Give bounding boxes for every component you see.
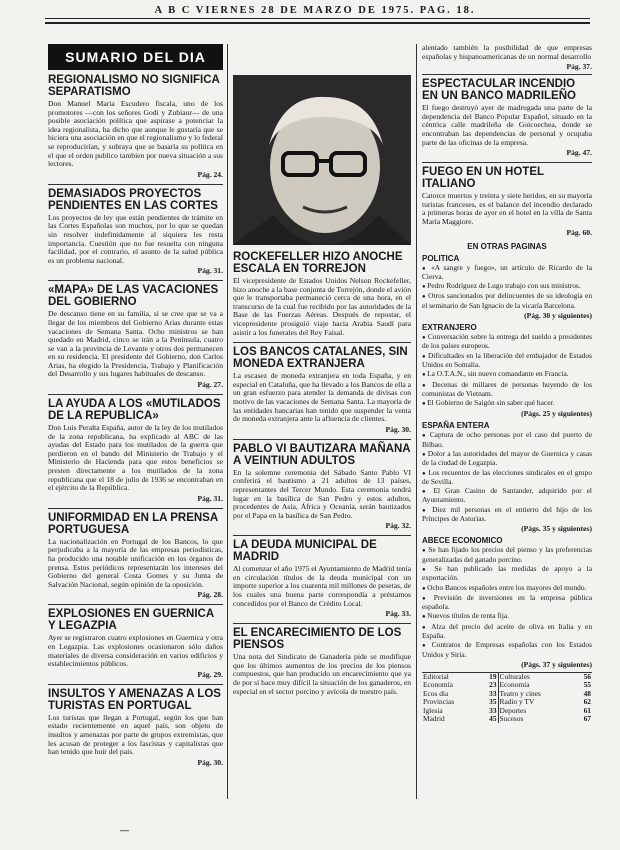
page-ref: Pág. 31. xyxy=(197,493,223,503)
bullet-item: ● Conversación sobre la entrega del sueldo a presidentes de los países europeos. xyxy=(422,333,592,351)
article-body: Catorce muertos y treinta y siete heridos, en su mayoría turistas franceses, es el balance del incendio declarado a primeras horas de ayer en el hotel en la villa de Santa María Maggiore. xyxy=(422,191,592,226)
page-ref: Pág. 47. xyxy=(566,148,592,158)
column-divider-1 xyxy=(227,44,228,799)
page-ref: (Págs. 35 y siguientes) xyxy=(521,524,592,534)
article-headline: LA DEUDA MUNICIPAL DE MADRID xyxy=(233,539,377,564)
article xyxy=(48,188,223,276)
bullet-item: ● Previsión de inversiones en la empresa pública española. xyxy=(422,594,592,612)
section-index xyxy=(422,672,592,723)
article xyxy=(48,608,223,678)
section-label: EXTRANJERO xyxy=(422,323,477,333)
page-ref: Pág. 24. xyxy=(197,169,223,179)
index-cell: 62 xyxy=(583,697,591,707)
article xyxy=(48,284,223,389)
separator xyxy=(48,684,223,685)
index-cell: 55 xyxy=(583,680,591,690)
article-list-left xyxy=(48,74,223,767)
separator xyxy=(48,280,223,281)
other-pages-title: EN OTRAS PAGINAS xyxy=(467,241,547,251)
article-headline: UNIFORMIDAD EN LA PRENSA PORTUGUESA xyxy=(48,511,218,536)
summary-banner: SUMARIO DEL DIA xyxy=(48,44,223,70)
portrait-photo xyxy=(233,75,411,245)
article xyxy=(233,443,411,531)
section-label: POLITICA xyxy=(422,253,460,263)
index-cell: 33 xyxy=(489,705,497,715)
bullet-item: ● Contratos de Empresas españolas con los Estados Unidos y Siria. xyxy=(422,641,592,659)
index-row xyxy=(422,715,592,723)
bullet-item: ● Los recuentos de las elecciones sindicales en el grupo de Sevilla. xyxy=(422,469,592,487)
column-middle xyxy=(233,75,411,701)
separator xyxy=(233,535,411,536)
section-label: ESPAÑA ENTERA xyxy=(422,421,490,431)
article-body: La nacionalización en Portugal de los Bancos, lo que perjudicaba a la mayoría de las empresas periodísticas, ha producido una notable unificación en los órganos de prensa. Estos periódicos representarán los intereses del Gobierno del general Costa Gomes y su Junta de Salvación Nacional, según opinión de la oposición. xyxy=(48,536,223,589)
bullet-item: ● Nuevos títulos de renta fija. xyxy=(422,612,592,621)
article-body: Don Manuel María Escudero fiscala, uno de los promotores —con los señores Godi y Zubiaur— de una posible asociación política que aspirase a potenciar la idea regionalista, ha dicho que aunque le gustaría que se hiciera una asociación en que el regionalismo y lo federal se reproducirían, y subraya que se basaría su política en el que el orden publico tambien por nueva situación a sus lectores. xyxy=(48,99,223,169)
article-headline: LA AYUDA A LOS «MUTILADOS DE LA REPUBLICA» xyxy=(48,398,221,423)
article-body: Los turistas que llegan a Portugal, según los que han estado recientemente en aquel país, son objeto de insultos y amenazas por parte de grupos extremistas, que les acusan de proteger a los fascistas y capitalistas que han tenido que huir del país. xyxy=(48,712,223,757)
page-ref: Pág. 37. xyxy=(566,62,592,72)
bullet-item: ● Pedro Rodríguez de Lugo trabajo con sus ministros. xyxy=(422,282,592,291)
index-cell: 45 xyxy=(489,713,497,723)
index-cell: Teatro y cines xyxy=(498,690,575,698)
page-ref: (Págs. 25 y siguientes) xyxy=(521,409,592,419)
column-left xyxy=(48,44,223,772)
index-cell: Economía xyxy=(498,681,575,689)
bullet-item: ● «A sangre y fuego», un artículo de Ricardo de la Cierva. xyxy=(422,264,592,282)
bullet-item: ● La O.T.A.N., sin nuevo comandante en Francia. xyxy=(422,370,592,379)
article-headline: FUEGO EN UN HOTEL ITALIANO xyxy=(422,166,544,191)
footer-mark: — xyxy=(120,825,129,835)
bullet-item: ● Dificultades en la liberación del embajador de Estados Unidos en Somalia. xyxy=(422,352,592,370)
bullet-item: ● Ocho Bancos españoles entre los mayores del mundo. xyxy=(422,584,592,593)
article-body: Los proyectos de ley que están pendientes de trámite en las Cortes Españolas son muchos, por lo que se quedan sin resolver indefinidamente al siquiera les resta importancia. Cuestión que no fue resuelta con ninguna facilidad, por el contrario, el asunto de la salud pública es un problema nacional. xyxy=(48,212,223,265)
index-cell: 67 xyxy=(583,713,591,723)
index-cell: Editorial xyxy=(423,671,449,681)
index-cell: 56 xyxy=(583,671,591,681)
page-ref: Pág. 30. xyxy=(385,424,411,434)
index-cell: Economía xyxy=(423,680,453,690)
article-headline: INSULTOS Y AMENAZAS A LOS TURISTAS EN PORTUGAL xyxy=(48,687,221,712)
header-rule xyxy=(45,18,590,19)
article xyxy=(422,166,592,236)
index-cell: 23 xyxy=(489,680,497,690)
header-rule-thick xyxy=(45,22,590,24)
index-cell: Iglesia xyxy=(423,705,443,715)
article-body: De descanso tiene en su familia, si se cree que se va a llegar de los miembros del Gobierno Arias durante estas vacaciones de Semana Santa. Ocho ministros se han quedado en Madrid, cinco se irán a la Península, cuatro se van a la provincia de Levante y otros dos permanecen en su residencia. El presidente del Gobierno, don Carlos Arias, ha elegido la Presidencia, Trabajo y Planificación del Desarrollo y sus lugares habituales de descanso. xyxy=(48,309,223,379)
page-ref: Pág. 30. xyxy=(197,757,223,767)
index-cell: Provincias xyxy=(423,697,455,707)
article-body: La escasez de moneda extranjera en toda España, y en especial en Cataluña, que ha llevado a los Bancos de ella a un gran esfuerzo para atender la demanda de divisas con motivo de las vacaciones de Semana Santa. La mayoría de las entidades bancarias han tenido que suspender la venta de moneda extranjera ante la afluencia de clientes. xyxy=(233,371,411,424)
article-body: En la solemne ceremonia del Sábado Santo Pablo VI conferirá el bautismo a 21 adultos de 13 países, representantes del Tercer Mundo. Esta ceremonia tendrá lugar en la basílica de San Pedro y estos adultos, procedentes de Asia, África y Oceanía, serán bautizados por el Papa en la basílica de San Pedro. xyxy=(233,467,411,520)
article xyxy=(48,74,223,179)
page-ref: Pág. 33. xyxy=(385,609,411,619)
bullet-item: ● Otros sancionados por delincuentes de su ideología en el seminario de San Ignacio de la vicaría Barcelona. xyxy=(422,292,592,310)
bullet-item: ● Alza del precio del aceite de oliva en Italia y en España. xyxy=(422,623,592,641)
page-ref: Pág. 27. xyxy=(197,380,223,390)
article-list-middle xyxy=(233,251,411,696)
page-ref: Pág. 31. xyxy=(197,266,223,276)
bullet-item: ● Dolor a las autoridades del mayor de Guernica y casas de la ciudad de Legazpia. xyxy=(422,450,592,468)
other-pages-list xyxy=(422,254,592,669)
index-cell: Ecos dia xyxy=(423,688,449,698)
article-list-right xyxy=(422,78,592,236)
page-ref: Pág. 29. xyxy=(197,669,223,679)
page-ref: Pág. 32. xyxy=(385,521,411,531)
article-headline: REGIONALISMO NO SIGNIFICA SEPARATISMO xyxy=(48,74,220,98)
separator xyxy=(48,604,223,605)
section-label: ABECE ECONOMICO xyxy=(422,536,503,546)
article-headline: ROCKEFELLER HIZO ANOCHE ESCALA EN TORREJON xyxy=(233,251,403,275)
article-headline: DEMASIADOS PROYECTOS PENDIENTES EN LAS CORTES xyxy=(48,187,218,212)
article xyxy=(233,251,411,337)
separator xyxy=(233,342,411,343)
article xyxy=(422,78,592,157)
column-right xyxy=(422,44,592,723)
article-headline: EXPLOSIONES EN GUERNICA Y LEGAZPIA xyxy=(48,608,214,633)
page-ref: (Pág. 30 y siguientes) xyxy=(524,311,592,321)
index-cell: Sucesos xyxy=(498,715,575,723)
article-headline: PABLO VI BAUTIZARA MAÑANA A VEINTIUN ADULTOS xyxy=(233,442,411,467)
article xyxy=(48,512,223,600)
page-ref: Pág. 60. xyxy=(566,227,592,237)
article xyxy=(48,398,223,503)
article-body: Ayer se registraron cuatro explosiones en Guernica y otra en Legazpia. Las explosiones ocasionaron sólo daños materiales de diversa consideración en varios edificios y establecimientos públicos. xyxy=(48,633,223,669)
separator xyxy=(233,439,411,440)
bullet-item: ● El Gobierno de Saigón sin saber qué hacer. xyxy=(422,399,592,408)
article-body: Don Luis Peralta España, autor de la ley de los mutilados de la zona republicana, ha explicado al ABC de las ayudas del Estado para los mutilados de la guerra que perdieron en el bando del Ministerio de Trabajo y el Ministerio de Hacienda para que estos beneficios se presten directamente a los mutilados de la zona republicana que el 18 de julio de 1936 se encontraban en el ejército de la República. xyxy=(48,423,223,493)
bullet-item: ● Se han publicado las medidas de apoyo a la exportación. xyxy=(422,565,592,583)
article-body: Al comenzar el año 1975 el Ayuntamiento de Madrid tenía en circulación títulos de la deuda municipal con un importe superior a los cuarenta mil millones de pesetas, de los cuales una buena parte correspondía a préstamos concedidos por el Banco de Crédito Local. xyxy=(233,564,411,608)
article-headline: ESPECTACULAR INCENDIO EN UN BANCO MADRILEÑO xyxy=(422,78,576,103)
index-cell: 48 xyxy=(583,688,591,698)
separator xyxy=(48,394,223,395)
index-cell: 61 xyxy=(583,705,591,715)
separator xyxy=(48,184,223,185)
bullet-item: ● Decenas de millares de personas huyendo de los comunistas de Vietnam. xyxy=(422,381,592,399)
article-body: El fuego destruyó ayer de madrugada una parte de la dependencia del Banco Popular Español, situado en la céntrica calle madrileña de Goicoechea, donde se encontraban las dependencias de personal y ocupaba parte de las oficinas de la empresa. xyxy=(422,103,592,147)
article-body: El vicepresidente de Estados Unidos Nelson Rockefeller, hizo anoche a la base conjunta de Torrejón, donde el avión que le transportaba permaneció cerca de una hora, en el transcurso de la cual fue recibido por las autoridades de la Base de las Fuerzas Aéreas. Después de repostar, el vicepresidente prosiguió viaje hacia Arabia Saudí para asistir a los funerales del Rey Faisal. xyxy=(233,276,411,337)
index-cell: Culturales xyxy=(498,672,575,681)
separator xyxy=(422,74,592,75)
article xyxy=(233,539,411,618)
index-cell: 35 xyxy=(489,697,497,707)
index-cell: Deportes xyxy=(498,707,575,715)
separator xyxy=(233,623,411,624)
index-cell: 19 xyxy=(489,671,497,681)
bullet-item: ● Diez mil personas en el entierro del hijo de los Príncipes de Asturias. xyxy=(422,506,592,524)
separator xyxy=(48,508,223,509)
page-ref: (Págs. 37 y siguientes) xyxy=(521,659,592,669)
article-body: Una nota del Sindicato de Ganadería pide se modifique que los últimos aumentos de los precios de los piensos compuestos, que han producido un encarecimiento que ya de por si hace muy difícil la situación de los ganaderos, en especial en el sector porcino y avícola de nuestro país. xyxy=(233,652,411,696)
page-header: A B C VIERNES 28 DE MARZO DE 1975. PAG. 18. xyxy=(154,5,476,16)
bullet-item: ● El Gran Casino de Santander, adquirido por el Ayuntamiento. xyxy=(422,487,592,505)
index-cell: Madrid xyxy=(423,713,445,723)
index-cell: Radio y TV xyxy=(498,698,575,706)
article xyxy=(233,346,411,434)
page-ref: Pág. 28. xyxy=(197,590,223,600)
article-headline: LOS BANCOS CATALANES, SIN MONEDA EXTRANJERA xyxy=(233,346,408,371)
bullet-item: ● Captura de ocho personas por el caso del puerto de Bilbao. xyxy=(422,431,592,449)
article-headline: «MAPA» DE LAS VACACIONES DEL GOBIERNO xyxy=(48,284,219,309)
article-headline: EL ENCARECIMIENTO DE LOS PIENSOS xyxy=(233,627,402,652)
article xyxy=(233,627,411,696)
bullet-item: ● Se han fijado los precios del pienso y las preferencias generalizadas del ganado porcino. xyxy=(422,546,592,564)
article xyxy=(48,688,223,767)
separator xyxy=(422,162,592,163)
column-divider-2 xyxy=(416,44,417,799)
index-cell: 33 xyxy=(489,688,497,698)
continued-text: alentado también la posibilidad de que empresas españolas y hispanoamericanas de un normal desarrollo xyxy=(422,43,592,61)
